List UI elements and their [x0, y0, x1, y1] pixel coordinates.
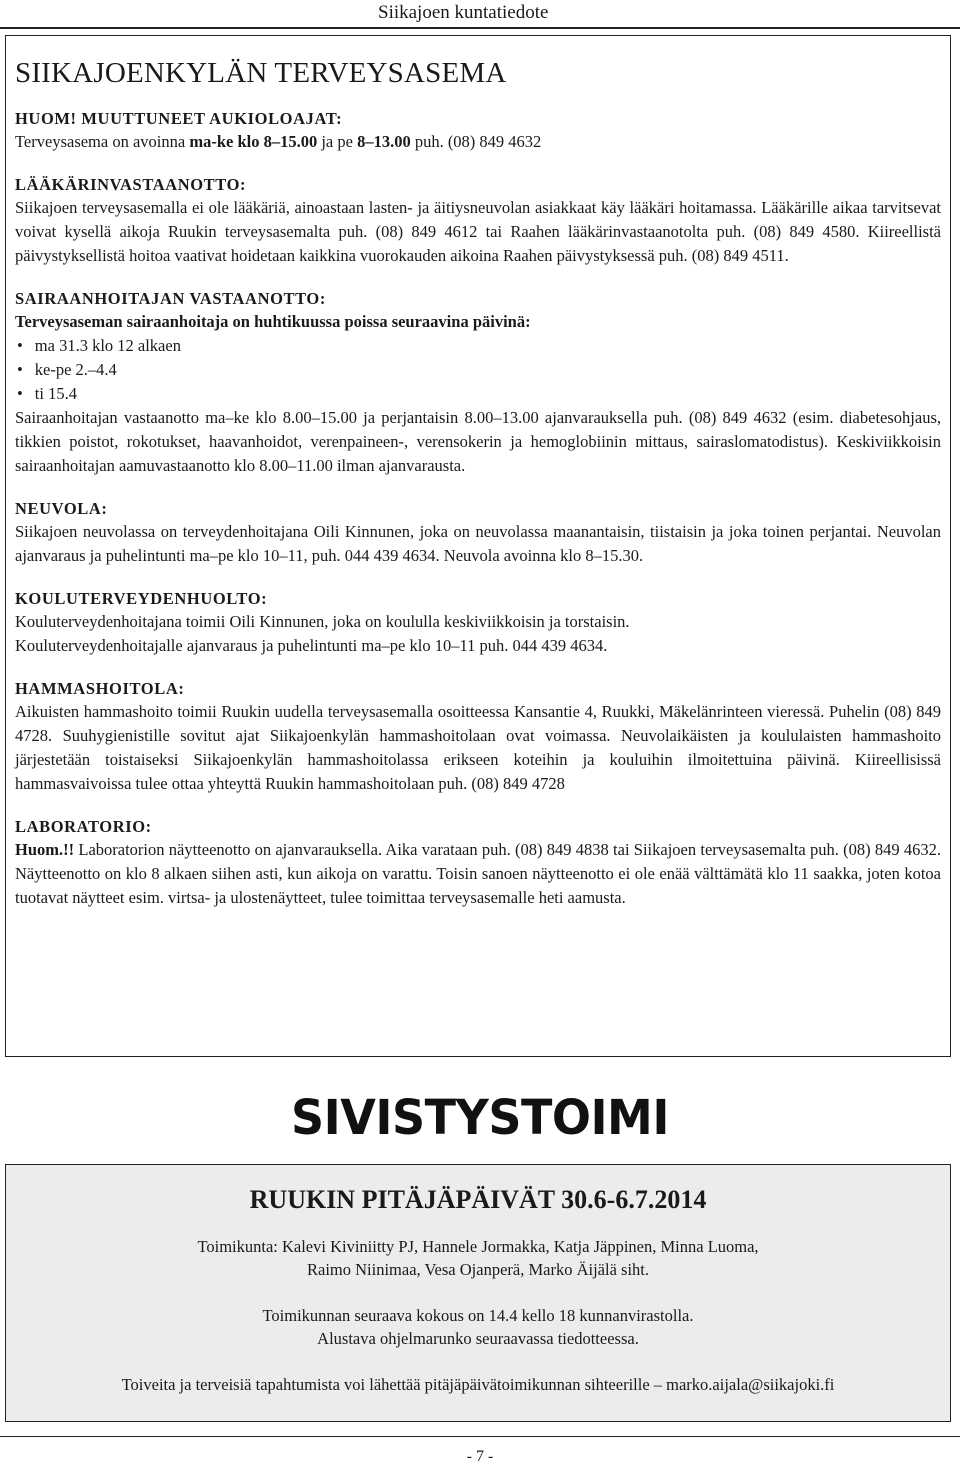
laboratory-text: Huom.!! Laboratorion näytteenotto on ajanvarauksella. Aika varataan puh. (08) 849 4838 tai Siikajoen terveysasemalta puh. (08) 849 4632. Näytteenotto on klo 8 alkaen siihen asti, kun aikoja on varattu. Toisin sanoen näytteenotto ei ole enää välttämätä klo 11 saakka, joten kotoa tuotavat näytteet esim. virtsa- ja ulostenäytteet, tulee toimittaa terveysasemalle heti aamusta.	[15, 840, 941, 907]
nurse-text: Sairaanhoitajan vastaanotto ma–ke klo 8.00–15.00 ja perjantaisin 8.00–13.00 ajanvarauksella puh. (08) 849 4632 (esim. diabetesohjaus, tikkien poistot, rokotukset, haavanhoidot, verenpaineen-, verensokerin ja hemoglobiinin mittaus, sairaslomatodistus). Keskiviikkoisin sairaanhoitajan aamuvastaanotto klo 8.00–11.00 ilman ajanvarausta.	[15, 408, 941, 475]
section-laboratory	[15, 816, 941, 910]
school-health-line-1: Kouluterveydenhoitajana toimii Oili Kinnunen, joka on koululla keskiviikkoisin ja torstaisin.	[15, 612, 630, 631]
section-heading: SAIRAANHOITAJAN VASTAANOTTO:	[15, 289, 326, 308]
neuvola-text: Siikajoen neuvolassa on terveydenhoitajana Oili Kinnunen, joka on neuvolassa maanantaisin, tiistaisin ja joka toinen perjantai. Neuvolan ajanvaraus ja puhelintunti ma–pe klo 10–11, puh. 044 439 4634. Neuvola avoinna klo 8–15.30.	[15, 522, 941, 565]
school-health-line-2: Kouluterveydenhoitajalle ajanvaraus ja puhelintunti ma–pe klo 10–11 puh. 044 439 4634.	[15, 636, 608, 655]
footer-divider	[0, 1436, 960, 1437]
section-opening-hours	[15, 108, 941, 154]
section-heading: LABORATORIO:	[15, 817, 152, 836]
section-dental	[15, 678, 941, 796]
section-heading: NEUVOLA:	[15, 499, 108, 518]
header-divider	[0, 27, 960, 29]
publication-title: Siikajoen kuntatiedote	[378, 2, 549, 23]
nurse-subheading: Terveysaseman sairaanhoitaja on huhtikuussa poissa seuraavina päivinä:	[15, 312, 531, 331]
section-nurse	[15, 288, 941, 478]
list-item: • ti 15.4	[15, 382, 941, 406]
sivistystoimi-heading: SIVISTYSTOIMI	[291, 1088, 669, 1146]
list-item: • ma 31.3 klo 12 alkaen	[15, 334, 941, 358]
committee-line-2: Raimo Niinimaa, Vesa Ojanperä, Marko Äijälä siht.	[307, 1260, 649, 1279]
health-station-box	[5, 35, 951, 1057]
section-heading: HAMMASHOITOLA:	[15, 679, 185, 698]
section-school-health	[15, 588, 941, 658]
list-item: • ke-pe 2.–4.4	[15, 358, 941, 382]
doctor-text: Siikajoen terveysasemalla ei ole lääkäriä, ainoastaan lasten- ja äitiysneuvolan asiakkaat käy lääkäri hoitamassa. Lääkärille aikaa tarvitsevat voivat kysellä aikoja Ruukin terveysasemalta puh. (08) 849 4612 tai Raahen lääkärinvastaanotolta puh. (08) 849 4580. Kiireellistä päivystyksellistä hoitoa vaativat hoidetaan kaikkina vuorokauden aikoina Raahen päivystyksessä puh. (08) 849 4511.	[15, 198, 941, 265]
absence-list	[15, 334, 941, 406]
opening-hours-text: Terveysasema on avoinna ma-ke klo 8–15.00 ja pe 8–13.00 puh. (08) 849 4632	[15, 132, 542, 151]
page-title: SIIKAJOENKYLÄN TERVEYSASEMA	[15, 57, 507, 89]
section-neuvola	[15, 498, 941, 568]
section-heading: LÄÄKÄRINVASTAANOTTO:	[15, 175, 247, 194]
section-heading: HUOM! MUUTTUNEET AUKIOLOAJAT:	[15, 109, 343, 128]
section-heading: KOULUTERVEYDENHUOLTO:	[15, 589, 268, 608]
pitajapaivat-box	[5, 1164, 951, 1422]
committee-line-1: Toimikunta: Kalevi Kiviniitty PJ, Hannele Jormakka, Katja Jäppinen, Minna Luoma,	[197, 1237, 759, 1256]
meeting-line-2: Alustava ohjelmarunko seuraavassa tiedotteessa.	[317, 1329, 639, 1348]
pitajapaivat-title: RUUKIN PITÄJÄPÄIVÄT 30.6-6.7.2014	[249, 1185, 707, 1214]
meeting-line-1: Toimikunnan seuraava kokous on 14.4 kello 18 kunnanvirastolla.	[262, 1306, 694, 1325]
dental-text: Aikuisten hammashoito toimii Ruukin uudella terveysasemalla osoitteessa Kansantie 4, Ruukki, Mäkelänrinteen vieressä. Puhelin (08) 849 4728. Suuhygienistille sovitut ajat Siikajoenkylän hammashoitolaan ovat voimassa. Neuvolaikäisten ja koululaisten hammashoito järjestetään toistaiseksi Siikajoenkylän hammashoitolassa erikseen koteihin ja kouluihin ilmoitettuina päivinä. Kiireellisissä hammasvaivoissa tulee ottaa yhteyttä Ruukin hammashoitolaan puh. (08) 849 4728	[15, 702, 941, 793]
page-number: - 7 -	[466, 1448, 494, 1465]
contact-line: Toiveita ja terveisiä tapahtumista voi lähettää pitäjäpäivätoimikunnan sihteerille – marko.aijala@siikajoki.fi	[121, 1375, 835, 1394]
section-doctor	[15, 174, 941, 268]
